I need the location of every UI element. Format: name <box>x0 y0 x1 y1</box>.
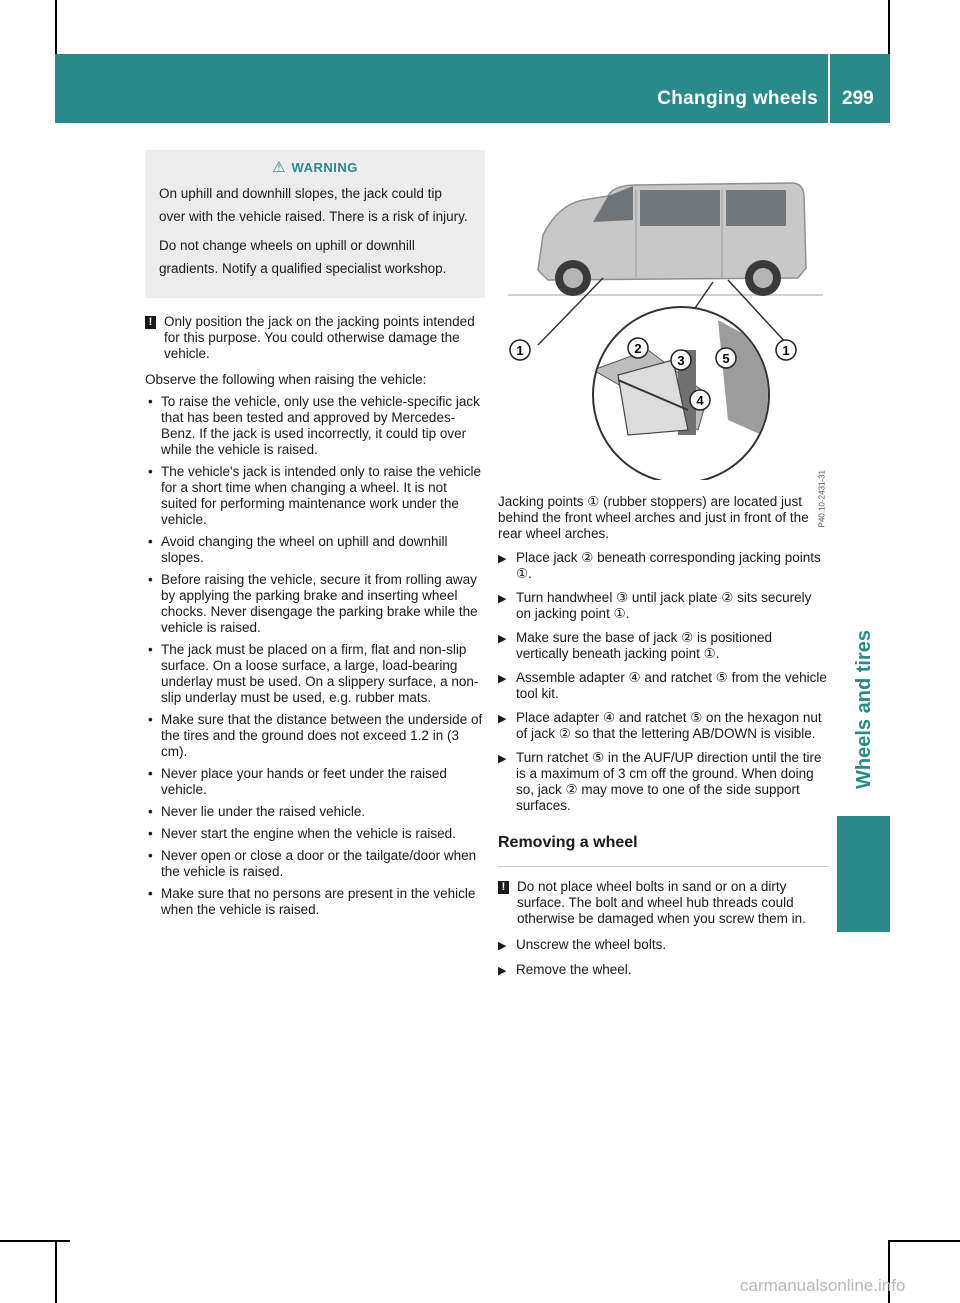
list-item: • The vehicle's jack is intended only to raise the vehicle for a short time when changing a wheel. It is not suited for performing maintenance work under the vehicle. <box>145 464 485 528</box>
warning-instruction: Do not change wheels on uphill or downhill gradients. Notify a qualified specialist workshop. <box>159 238 447 276</box>
crop-mark <box>888 1240 960 1242</box>
step-arrow-icon: ▶ <box>498 940 507 952</box>
step-arrow-icon: ▶ <box>498 593 507 605</box>
callout-label: 1 <box>516 343 524 358</box>
list-item: • The jack must be placed on a firm, flat and non-slip surface. On a loose surface, a large, load-bearing underlay must be used. On a slippery surface, a non-slip underlay must be used, e.g. rubber mats. <box>145 642 485 706</box>
list-item: • Never open or close a door or the tailgate/door when the vehicle is raised. <box>145 848 485 880</box>
warning-label: WARNING <box>291 159 358 175</box>
instruction-step: ▶ Turn handwheel ③ until jack plate ② sits securely on jacking point ①. <box>498 590 812 621</box>
crop-mark <box>55 0 57 54</box>
warning-text: On uphill and downhill slopes, the jack could tip over with the vehicle raised. There is a risk of injury. <box>159 186 468 224</box>
list-item: • Before raising the vehicle, secure it from rolling away by applying the parking brake and inserting wheel chocks. Never disengage the parking brake while the vehicle is raised. <box>145 572 485 636</box>
step-arrow-icon: ▶ <box>498 673 507 685</box>
side-tab <box>846 614 882 804</box>
right-column <box>498 150 828 987</box>
note-text: Only position the jack on the jacking points intended for this purpose. You could otherwise damage the vehicle. <box>164 314 475 361</box>
crop-mark <box>888 0 890 54</box>
callout-label: 4 <box>696 393 704 408</box>
section-title: Changing wheels <box>657 88 818 109</box>
list-item: • Avoid changing the wheel on uphill and downhill slopes. <box>145 534 485 566</box>
step-arrow-icon: ▶ <box>498 965 507 977</box>
callout-label: 2 <box>634 341 642 356</box>
intro-text: Observe the following when raising the vehicle: <box>145 372 427 387</box>
side-tab-marker <box>837 816 890 932</box>
list-item: • Never lie under the raised vehicle. <box>145 804 485 820</box>
list-item: • Never start the engine when the vehicle is raised. <box>145 826 485 842</box>
divider <box>498 866 828 867</box>
note-icon: ! <box>145 316 156 329</box>
warning-triangle-icon: ⚠ <box>272 159 286 176</box>
van-jack-illustration <box>498 150 828 480</box>
bullet-list <box>145 394 485 918</box>
figure-code: P40.10-2431-31 <box>817 470 826 528</box>
note-text: Do not place wheel bolts in sand or on a dirty surface. The bolt and wheel hub threads could otherwise be damaged when you screw them in. <box>517 879 806 926</box>
step-arrow-icon: ▶ <box>498 553 507 565</box>
left-column <box>145 150 485 924</box>
list-item: • Never place your hands or feet under the raised vehicle. <box>145 766 485 798</box>
section-heading: Removing a wheel <box>498 834 638 851</box>
warning-header <box>159 158 471 176</box>
instruction-step: ▶ Place adapter ④ and ratchet ⑤ on the hexagon nut of jack ② so that the lettering AB/DOWN is visible. <box>498 710 822 741</box>
jacking-points-text: Jacking points ① (rubber stoppers) are located just behind the front wheel arches and just in front of the rear wheel arches. <box>498 494 809 541</box>
instruction-step: ▶ Unscrew the wheel bolts. <box>498 937 667 952</box>
list-item: • To raise the vehicle, only use the vehicle-specific jack that has been tested and approved by Mercedes-Benz. If the jack is used incorrectly, it could tip over while the vehicle is raised. <box>145 394 485 458</box>
header-separator <box>828 54 830 123</box>
note-icon: ! <box>498 881 509 894</box>
note <box>498 879 828 927</box>
warning-box <box>145 150 485 298</box>
instruction-step: ▶ Turn ratchet ⑤ in the AUF/UP direction until the tire is a maximum of 3 cm off the ground. When doing so, jack ② may move to one of the side support surfaces. <box>498 750 822 813</box>
crop-mark <box>55 1240 57 1303</box>
step-arrow-icon: ▶ <box>498 753 507 765</box>
step-arrow-icon: ▶ <box>498 713 507 725</box>
crop-mark <box>0 1240 70 1242</box>
page-number: 299 <box>842 88 874 109</box>
step-arrow-icon: ▶ <box>498 633 507 645</box>
instruction-step: ▶ Place jack ② beneath corresponding jacking points ①. <box>498 550 821 581</box>
callout-label: 1 <box>782 343 790 358</box>
callout-label: 3 <box>677 353 685 368</box>
instruction-step: ▶ Make sure the base of jack ② is positioned vertically beneath jacking point ①. <box>498 630 772 661</box>
instruction-step: ▶ Remove the wheel. <box>498 962 632 977</box>
list-item: • Make sure that no persons are present in the vehicle when the vehicle is raised. <box>145 886 485 918</box>
note <box>145 314 485 362</box>
side-tab-label: Wheels and tires <box>852 629 875 789</box>
callout-label: 5 <box>722 351 730 366</box>
instruction-step: ▶ Assemble adapter ④ and ratchet ⑤ from the vehicle tool kit. <box>498 670 827 701</box>
watermark: carmanualsonline.info <box>740 1276 906 1295</box>
list-item: • Make sure that the distance between the underside of the tires and the ground does not exceed 1.2 in (3 cm). <box>145 712 485 760</box>
